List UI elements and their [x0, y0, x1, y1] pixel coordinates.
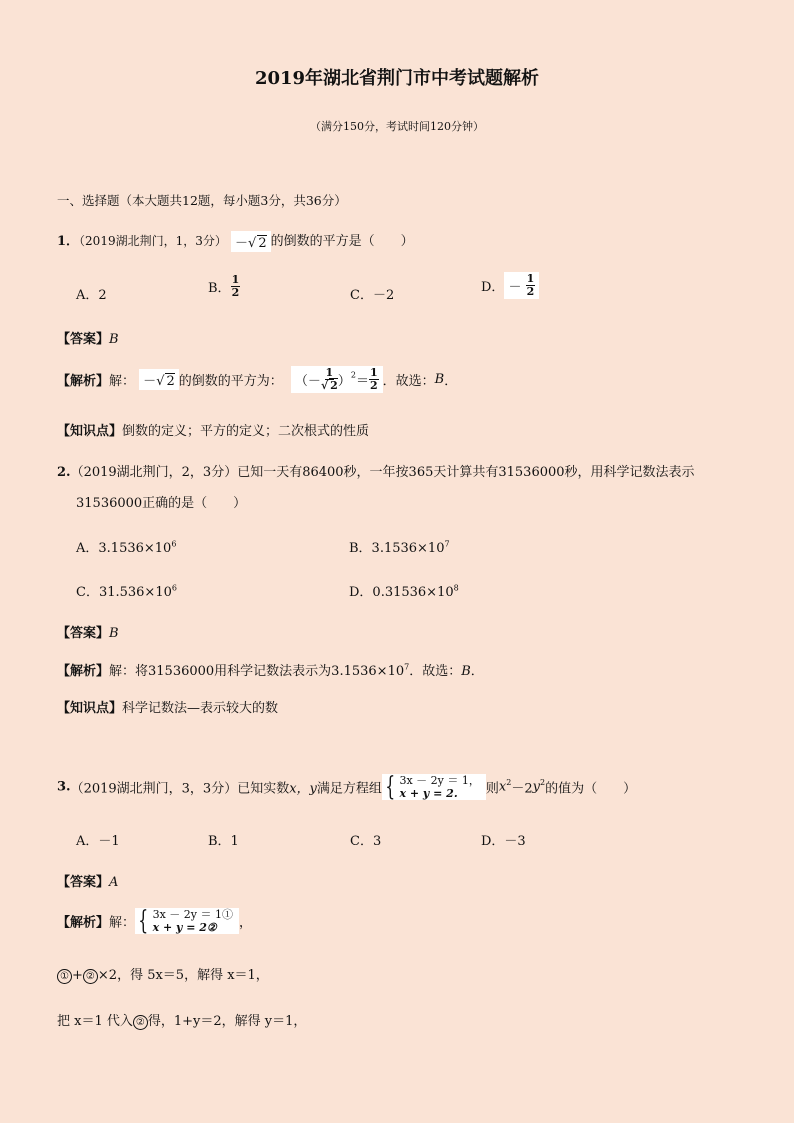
- question-3: 3.（2019湖北荆门，3，3分）已知实数x，y满足方程组 { 3x － 2y ＝ 1， x + y = 2. 则$x^2-2y^2$的值为（ ）: [57, 772, 637, 802]
- question-number: 2.: [57, 465, 71, 480]
- analysis-1: 【解析】解： －√ 2 的倒数的平方为： （－ $\frac{1}{√ 2}$ ）$^2$＝ $\frac{1}{2}$ ．故选：B．: [57, 366, 458, 392]
- option-c: C．－2: [350, 288, 395, 303]
- answer-1: 【答案】B: [57, 332, 119, 347]
- question-source: （2019湖北荆门，1，3分）: [79, 234, 227, 248]
- question-stem: （2019湖北荆门，2，3分）已知一天有86400秒，一年按365天计算共有31536000秒，用科学记数法表示: [70, 465, 695, 480]
- option-a: A．2: [76, 288, 107, 303]
- option-b: B．$3.1536\times 10^7$: [349, 539, 450, 556]
- equation-system: { 3x － 2y ＝ 1① x + y = 2②: [135, 908, 239, 934]
- solution-step-2: 把 x＝1 代入 ② 得，1+y＝2，解得 y＝1，: [57, 1014, 307, 1029]
- question-number: 1．: [57, 234, 80, 249]
- analysis-2: 【解析】解：将31536000用科学记数法表示为$3.1536\times 10^7$．故选：B．: [57, 662, 484, 679]
- question-2-line2: 31536000正确的是（ ）: [76, 496, 247, 511]
- option-a: A．$3.1536\times 10^6$: [76, 539, 177, 556]
- analysis-3: 【解析】解： { 3x － 2y ＝ 1① x + y = 2② ，: [57, 906, 252, 936]
- solution-step-1: ① + ② ×2，得 5x＝5，解得 x＝1，: [57, 964, 269, 984]
- option-d: D． － $\frac{1}{2}$: [481, 272, 539, 299]
- page-subtitle: （满分150分，考试时间120分钟）: [310, 120, 484, 133]
- equation-system: { 3x － 2y ＝ 1， x + y = 2.: [382, 774, 486, 800]
- option-a: A．－1: [76, 834, 120, 849]
- question-1: [57, 230, 414, 252]
- page-title: 2019年湖北省荆门市中考试题解析: [254, 68, 540, 89]
- option-b: B． $\frac{1}{2}$: [208, 273, 240, 299]
- option-d: D．$0.31536\times 10^8$: [349, 583, 459, 600]
- math-expression: －√ 2: [231, 231, 271, 252]
- answer-3: 【答案】A: [57, 875, 119, 890]
- option-b: B．1: [208, 834, 239, 849]
- question-2: [57, 461, 695, 480]
- question-stem: 的倒数的平方是（ ）: [270, 234, 414, 249]
- option-c: C．3: [350, 834, 382, 849]
- option-c: C．$31.536\times 10^6$: [76, 583, 177, 600]
- answer-2: 【答案】B: [57, 626, 119, 641]
- knowledge-2: 【知识点】科学记数法—表示较大的数: [57, 701, 279, 716]
- knowledge-1: 【知识点】倒数的定义；平方的定义；二次根式的性质: [57, 424, 370, 439]
- section-heading: 一、选择题（本大题共12题，每小题3分，共36分）: [57, 193, 347, 208]
- option-d: D．－3: [481, 834, 526, 849]
